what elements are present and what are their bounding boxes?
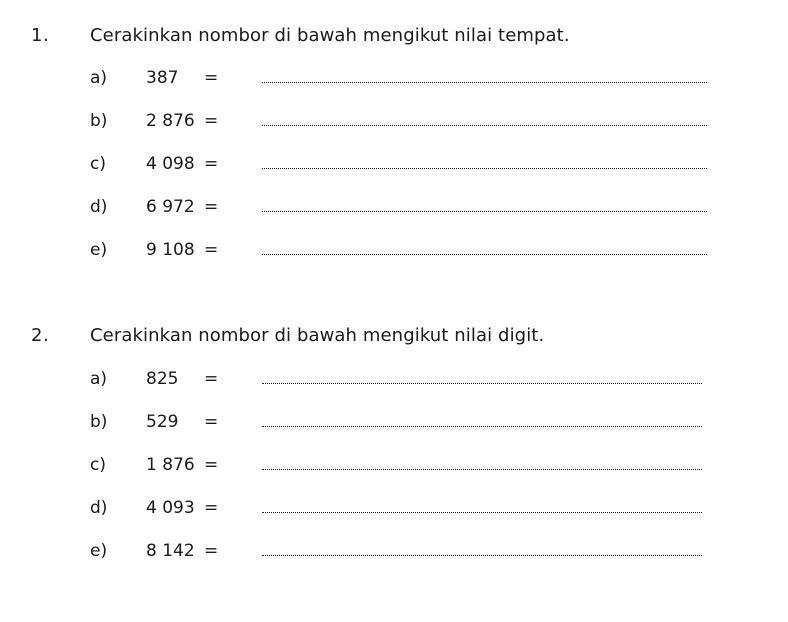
item-label: e) [90, 541, 108, 561]
equals-sign: = [204, 68, 219, 88]
item-label: c) [90, 154, 106, 174]
item-number: 4 098 [146, 154, 195, 174]
equals-sign: = [204, 498, 219, 518]
list-item [0, 67, 788, 89]
item-number: 8 142 [146, 541, 195, 561]
item-number: 825 [146, 369, 179, 389]
item-number: 1 876 [146, 455, 195, 475]
list-item [0, 454, 788, 476]
item-label: b) [90, 111, 108, 131]
question-number: 2. [31, 325, 50, 346]
answer-line[interactable] [262, 383, 702, 384]
item-label: a) [90, 68, 108, 88]
list-item [0, 497, 788, 519]
equals-sign: = [204, 369, 219, 389]
equals-sign: = [204, 197, 219, 217]
list-item [0, 368, 788, 390]
equals-sign: = [204, 455, 219, 475]
item-number: 529 [146, 412, 179, 432]
answer-line[interactable] [262, 82, 707, 83]
list-item [0, 196, 788, 218]
equals-sign: = [204, 154, 219, 174]
list-item [0, 540, 788, 562]
list-item [0, 239, 788, 261]
item-number: 9 108 [146, 240, 195, 260]
answer-line[interactable] [262, 254, 707, 255]
question-text: Cerakinkan nombor di bawah mengikut nilai digit. [90, 325, 545, 346]
question-number: 1. [31, 25, 50, 46]
equals-sign: = [204, 111, 219, 131]
answer-line[interactable] [262, 125, 707, 126]
answer-line[interactable] [262, 469, 702, 470]
answer-line[interactable] [262, 211, 707, 212]
answer-line[interactable] [262, 555, 702, 556]
equals-sign: = [204, 412, 219, 432]
question-text: Cerakinkan nombor di bawah mengikut nilai tempat. [90, 25, 570, 46]
item-number: 387 [146, 68, 179, 88]
equals-sign: = [204, 240, 219, 260]
equals-sign: = [204, 541, 219, 561]
list-item [0, 411, 788, 433]
answer-line[interactable] [262, 426, 702, 427]
item-number: 4 093 [146, 498, 195, 518]
item-label: d) [90, 498, 108, 518]
item-label: e) [90, 240, 108, 260]
item-label: b) [90, 412, 108, 432]
list-item [0, 110, 788, 132]
answer-line[interactable] [262, 512, 702, 513]
answer-line[interactable] [262, 168, 707, 169]
item-label: d) [90, 197, 108, 217]
item-label: a) [90, 369, 108, 389]
item-label: c) [90, 455, 106, 475]
item-number: 2 876 [146, 111, 195, 131]
list-item [0, 153, 788, 175]
item-number: 6 972 [146, 197, 195, 217]
